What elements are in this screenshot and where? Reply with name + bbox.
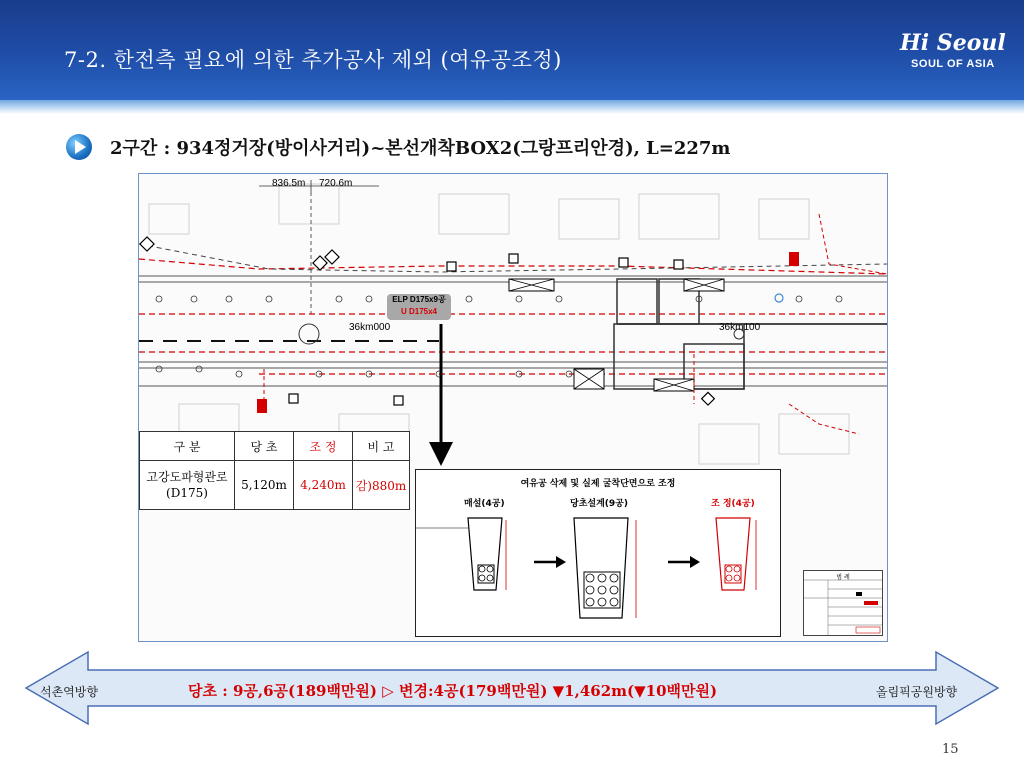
station-left: 36km000 — [349, 322, 391, 333]
cell-remark: 감)880m — [353, 461, 410, 510]
road-plan-drawing — [138, 173, 888, 642]
station-right: 36km100 — [719, 322, 761, 333]
cell-original: 5,120m — [235, 461, 294, 510]
caption-existing: 매설(4공) — [464, 499, 505, 509]
header-bar — [0, 0, 1024, 100]
legend-box — [803, 570, 883, 636]
hi-seoul-logo — [900, 30, 1006, 70]
logo-main-text: Hi Seoul — [900, 30, 1006, 56]
header-adjusted: 조 정 — [294, 432, 353, 461]
cell-category: 고강도파형관로 (D175) — [140, 461, 235, 510]
table-header-row — [140, 432, 410, 461]
cost-summary: 당초 : 9공,6공(189백만원) ▷ 변경:4공(179백만원) ▼1,462m(▼10백만원) — [188, 682, 718, 700]
direction-left-label: 석촌역방향 — [40, 685, 98, 699]
dimension-left: 836.5m — [272, 178, 306, 189]
dimension-right: 720.6m — [319, 178, 353, 189]
header-gradient-band — [0, 100, 1024, 114]
legend-title: 범 례 — [836, 574, 850, 581]
elp-callout-line1: ELP D175x9공 — [392, 295, 446, 304]
direction-right-label: 올림픽공원방향 — [876, 685, 958, 699]
cross-section-title: 여유공 삭제 및 실제 굴착단면으로 조정 — [520, 479, 676, 489]
cell-adjusted: 4,240m — [294, 461, 353, 510]
header-original: 당 초 — [235, 432, 294, 461]
legend-grid — [804, 571, 882, 635]
cross-section-panel — [415, 469, 781, 637]
play-bullet-icon — [66, 134, 92, 160]
page-number: 15 — [942, 742, 959, 757]
summary-table — [139, 431, 410, 510]
cross-section-diagrams — [416, 470, 780, 636]
elp-callout-line2: U D175x4 — [400, 307, 438, 316]
header-remark: 비 고 — [353, 432, 410, 461]
section-subtitle: 2구간 : 934정거장(방이사거리)~본선개착BOX2(그랑프리안경), L=227m — [110, 138, 731, 159]
elp-callout — [387, 294, 451, 320]
table-row — [140, 461, 410, 510]
logo-sub-text: SOUL OF ASIA — [911, 58, 995, 70]
page-title: 7-2. 한전측 필요에 의한 추가공사 제외 (여유공조정) — [64, 48, 562, 72]
caption-original: 당초설계(9공) — [570, 499, 628, 509]
caption-adjusted: 조 정(4공) — [711, 499, 755, 509]
header-category: 구 분 — [140, 432, 235, 461]
